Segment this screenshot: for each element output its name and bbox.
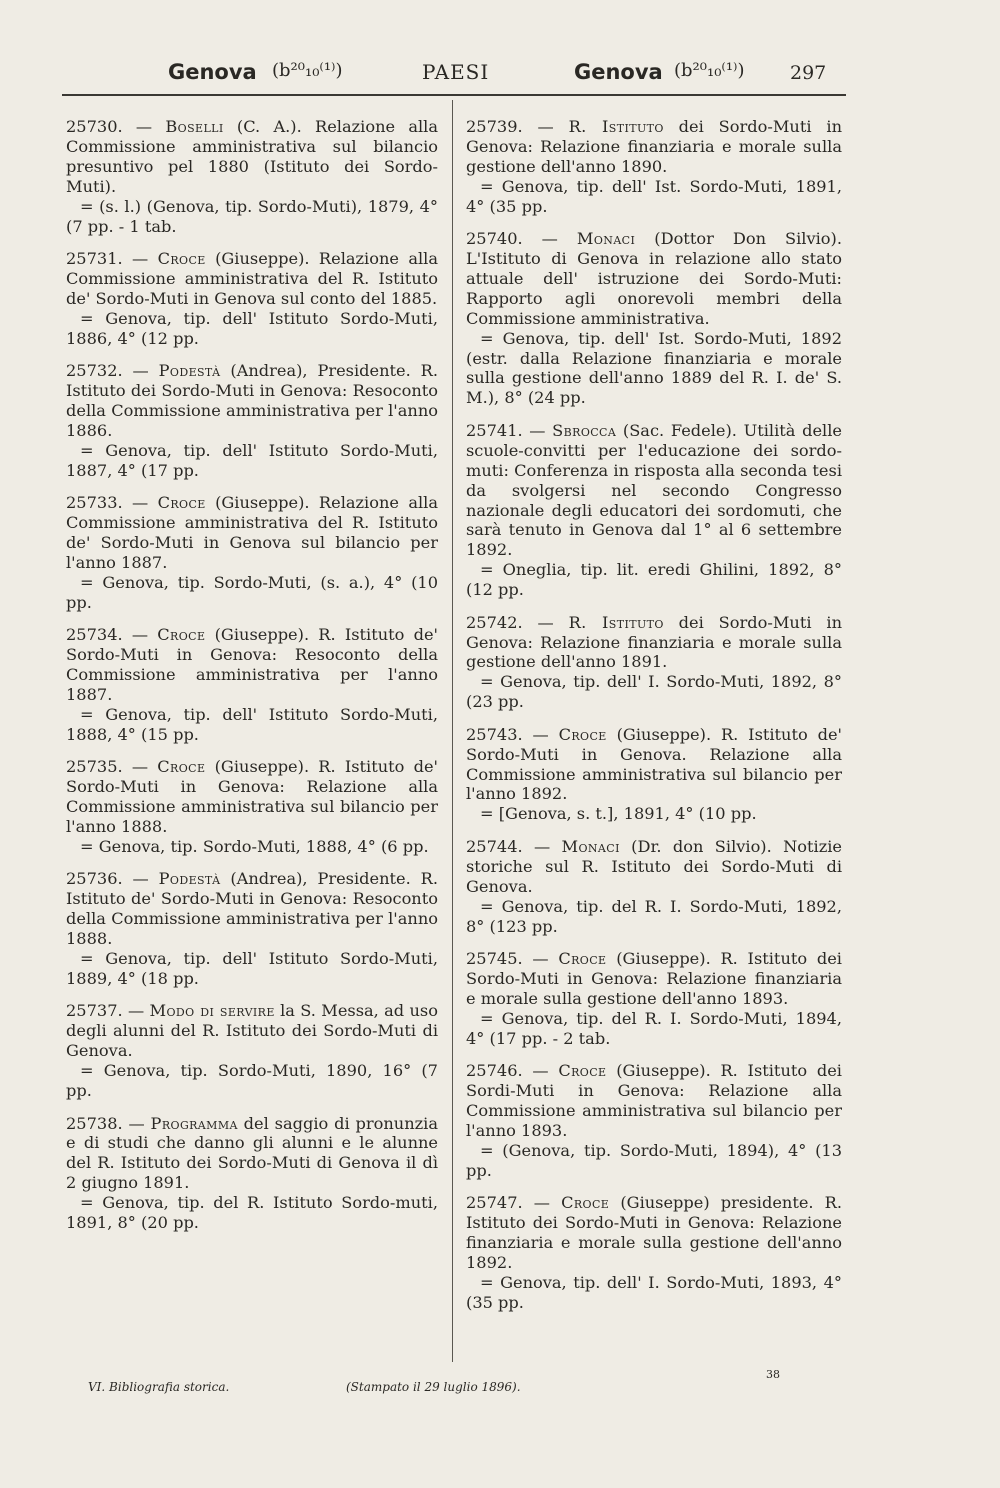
entry-title: (Dottor Don Silvio). L'Istituto di Genova in relazione allo stato attuale dell' istruzione dei Sordo-Muti: Rapporto agli onorevoli membri della Commissione amministrativa. — [466, 229, 842, 328]
footer-print-date: (Stampato il 29 luglio 1896). — [346, 1380, 521, 1394]
entry-author: Croce — [558, 1061, 607, 1081]
entry-imprint: = Genova, tip. del R. Istituto Sordo-muti, 1891, 8° (20 pp. — [66, 1193, 438, 1233]
entry-number: 25743. — [466, 724, 523, 744]
entry-title: del saggio di pronunzia e di studi che danno gli alunni e le alunne del R. Istituto dei Sordo-Muti di Genova il dì 2 giugno 1891. — [66, 1113, 438, 1193]
entry-imprint: = Genova, tip. del R. I. Sordo-Muti, 1894, 4° (17 pp. - 2 tab. — [466, 1008, 842, 1048]
column-divider — [452, 100, 453, 1362]
entry-number: 25740. — [466, 229, 523, 249]
entry-author: Podestà — [158, 361, 221, 381]
footer-section-title: VI. Bibliografia storica. — [88, 1380, 230, 1394]
entry-author: Podestà — [158, 869, 221, 889]
left-column — [66, 117, 438, 1246]
entry-citation — [66, 757, 438, 837]
entry-author: Sbrocca — [552, 420, 617, 440]
entry-citation — [466, 837, 842, 897]
bibliography-entry — [66, 757, 438, 857]
entry-number: 25747. — [466, 1193, 523, 1213]
entry-imprint: = Oneglia, tip. lit. eredi Ghilini, 1892, 8° (12 pp. — [466, 560, 842, 600]
entry-citation — [466, 421, 842, 560]
bibliography-entry — [466, 1193, 842, 1312]
entry-imprint: = (s. l.) (Genova, tip. Sordo-Muti), 1879, 4° (7 pp. - 1 tab. — [66, 196, 438, 236]
footer-signature-number: 38 — [766, 1368, 780, 1381]
bibliography-entry — [66, 493, 438, 612]
entry-separator: — — [122, 249, 158, 269]
bibliography-entry — [466, 229, 842, 408]
entry-author: Programma — [150, 1113, 238, 1133]
entry-imprint: = [Genova, s. t.], 1891, 4° (10 pp. — [480, 804, 757, 824]
entry-title: (Giuseppe). Relazione alla Commissione amministrativa del R. Istituto de' Sordo-Muti in Genova sul bilancio per l'anno 1887. — [66, 493, 438, 572]
entry-author: Croce — [157, 625, 206, 645]
running-header — [60, 56, 850, 92]
entry-separator: — — [122, 117, 166, 136]
entry-title: la S. Messa, ad uso degli alunni del R. Istituto dei Sordo-Muti di Genova. — [66, 1001, 438, 1061]
entry-imprint: = Genova, tip. dell' Istituto Sordo-Muti, 1888, 4° (15 pp. — [66, 704, 438, 744]
entry-citation — [466, 949, 842, 1009]
entry-imprint: = Genova, tip. dell' Istituto Sordo-Muti, 1887, 4° (17 pp. — [66, 440, 438, 480]
entry-imprint: = Genova, tip. dell' I. Sordo-Muti, 1892, 8° (23 pp. — [466, 672, 842, 712]
entry-title: (C. A.). Relazione alla Commissione amministrativa sul bilancio presuntivo pel 1880 (Istituto dei Sordo-Muti). — [66, 117, 439, 196]
page-number: 297 — [790, 62, 827, 84]
header-left-code: (b²⁰₁₀⁽¹⁾) — [272, 60, 343, 81]
entry-title: (Giuseppe). Relazione alla Commissione amministrativa del R. Istituto de' Sordo-Muti in Genova sul conto del 1885. — [66, 249, 438, 308]
entry-separator: — — [122, 625, 158, 645]
header-rule — [62, 94, 846, 96]
bibliography-entry — [466, 117, 842, 217]
entry-citation — [66, 361, 438, 441]
entry-title: (Sac. Fedele). Utilità delle scuole-convitti per l'educazione dei sordo-muti: Conferenza in risposta alla seconda tesi da svolgersi nel secondo Congresso nazionale degli educatori dei sordomuti, che sarà tenuto in Genova dal 1° al 6 settembre 1892. — [466, 420, 842, 560]
bibliography-entry — [466, 837, 842, 937]
entry-title: (Giuseppe). R. Istituto dei Sordo-Muti in Genova: Relazione finanziaria e morale sulla gestione dell'anno 1893. — [466, 949, 842, 1008]
entry-separator: — — [522, 117, 569, 136]
entry-author: R. Istituto — [568, 117, 664, 136]
entry-title: (Dr. don Silvio). Notizie storiche sul R. Istituto dei Sordo-Muti di Genova. — [466, 836, 842, 896]
entry-citation — [466, 613, 842, 673]
entry-citation — [66, 1001, 438, 1061]
right-column — [466, 117, 842, 1325]
header-left-title: Genova — [168, 60, 257, 84]
entry-author: R. Istituto — [568, 612, 664, 632]
entry-separator: — — [522, 836, 562, 856]
entry-author: Croce — [561, 1193, 610, 1213]
entry-author: Croce — [157, 493, 206, 513]
entry-separator: — — [122, 1113, 151, 1133]
entry-citation — [66, 117, 438, 197]
entry-number: 25734. — [66, 625, 123, 645]
entry-author: Boselli — [165, 117, 224, 136]
entry-number: 25746. — [466, 1061, 523, 1081]
entry-author: Monaci — [576, 229, 636, 249]
entry-separator: — — [122, 1001, 150, 1021]
entry-imprint: = Genova, tip. del R. I. Sordo-Muti, 1892, 8° (123 pp. — [466, 896, 842, 936]
bibliography-entry — [466, 613, 842, 713]
entry-imprint: = Genova, tip. dell' Istituto Sordo-Muti, 1889, 4° (18 pp. — [66, 949, 438, 988]
entry-citation — [66, 1114, 438, 1194]
entry-imprint: = Genova, tip. Sordo-Muti, 1890, 16° (7 pp. — [66, 1061, 438, 1101]
header-section: PAESI — [422, 60, 490, 84]
bibliography-entry — [466, 725, 842, 825]
entry-title: (Giuseppe). R. Istituto dei Sordi-Muti in Genova: Relazione alla Commissione amministrativa sul bilancio per l'anno 1893. — [466, 1061, 842, 1140]
bibliography-entry — [66, 625, 438, 744]
entry-separator: — — [522, 1061, 559, 1081]
entry-title: (Giuseppe). R. Istituto de' Sordo-Muti in Genova. Relazione alla Commissione amministrativa sul bilancio per l'anno 1892. — [466, 724, 842, 804]
entry-number: 25739. — [466, 117, 523, 136]
entry-number: 25738. — [66, 1113, 123, 1133]
entry-imprint: = Genova, tip. Sordo-Muti, (s. a.), 4° (10 pp. — [66, 572, 438, 612]
entry-imprint: = Genova, tip. dell' Istituto Sordo-Muti, 1886, 4° (12 pp. — [66, 308, 438, 348]
bibliography-entry — [66, 249, 438, 349]
entry-separator: — — [522, 420, 553, 440]
entry-title: (Giuseppe). R. Istituto de' Sordo-Muti in Genova: Resoconto della Commissione amministrativa per l'anno 1887. — [66, 625, 439, 704]
bibliography-entry — [66, 1001, 438, 1101]
entry-author: Modo di servire — [149, 1001, 275, 1021]
entry-imprint: = Genova, tip. Sordo-Muti, 1888, 4° (6 pp. — [80, 836, 429, 856]
bibliography-entry — [466, 421, 842, 600]
bibliography-entry — [466, 1061, 842, 1180]
entry-citation — [466, 725, 842, 805]
entry-title: dei Sordo-Muti in Genova: Relazione finanziaria e morale sulla gestione dell'anno 1890. — [466, 117, 842, 176]
entry-title: dei Sordo-Muti in Genova: Relazione finanziaria e morale sulla gestione dell'anno 1891. — [466, 612, 842, 672]
bibliography-entry — [66, 361, 438, 480]
entry-author: Croce — [558, 949, 607, 968]
entry-separator: — — [522, 949, 559, 968]
entry-author: Monaci — [561, 836, 620, 856]
entry-title: (Giuseppe). R. Istituto de' Sordo-Muti in Genova: Relazione alla Commissione amministrativa sul bilancio per l'anno 1888. — [66, 757, 439, 836]
entry-author: Croce — [157, 249, 206, 269]
entry-imprint: = Genova, tip. dell' Ist. Sordo-Muti, 1891, 4° (35 pp. — [466, 176, 842, 216]
entry-citation — [66, 869, 438, 949]
entry-number: 25731. — [66, 249, 123, 269]
entry-author: Croce — [558, 724, 607, 744]
entry-number: 25735. — [66, 757, 123, 777]
bibliography-entry — [66, 869, 438, 988]
entry-number: 25733. — [66, 493, 123, 513]
header-right-code: (b²⁰₁₀⁽¹⁾) — [674, 60, 745, 81]
entry-citation — [66, 493, 438, 573]
entry-title: (Giuseppe) presidente. R. Istituto dei Sordo-Muti in Genova: Relazione finanziaria e morale sulla gestione dell'anno 1892. — [466, 1193, 842, 1272]
bibliography-entry — [466, 949, 842, 1049]
entry-number: 25732. — [66, 361, 123, 381]
entry-imprint: = (Genova, tip. Sordo-Muti, 1894), 4° (13 pp. — [466, 1140, 842, 1180]
entry-author: Croce — [157, 757, 206, 777]
entry-citation — [466, 1061, 842, 1141]
entry-number: 25745. — [466, 949, 523, 968]
entry-number: 25737. — [66, 1001, 123, 1021]
entry-number: 25741. — [466, 420, 523, 440]
bibliography-entry — [66, 117, 438, 236]
entry-citation — [466, 1193, 842, 1273]
entry-imprint: = Genova, tip. dell' Ist. Sordo-Muti, 1892 (estr. dalla Relazione finanziaria e morale sulla gestione dell'anno 1889 del R. I. de' S. M.), 8° (24 pp. — [466, 328, 842, 408]
entry-separator: — — [122, 757, 158, 777]
entry-citation — [66, 249, 438, 309]
entry-imprint: = Genova, tip. dell' I. Sordo-Muti, 1893, 4° (35 pp. — [466, 1272, 842, 1312]
entry-separator: — — [522, 1193, 562, 1213]
entry-citation — [466, 229, 842, 329]
entry-separator: — — [122, 869, 159, 889]
entry-separator: — — [122, 361, 159, 381]
entry-number: 25744. — [466, 836, 523, 856]
entry-separator: — — [522, 229, 577, 249]
entry-number: 25742. — [466, 612, 523, 632]
entry-separator: — — [122, 493, 158, 513]
entry-citation — [66, 625, 438, 705]
bibliography-entry — [66, 1114, 438, 1233]
entry-title: (Andrea), Presidente. R. Istituto de' Sordo-Muti in Genova: Resoconto della Commissione amministrativa per l'anno 1888. — [66, 869, 438, 949]
entry-title: (Andrea), Presidente. R. Istituto dei Sordo-Muti in Genova: Resoconto della Commissione amministrativa per l'anno 1886. — [66, 361, 438, 440]
entry-citation — [466, 117, 842, 177]
header-right-title: Genova — [574, 60, 663, 84]
entry-number: 25736. — [66, 869, 123, 889]
entry-number: 25730. — [66, 117, 123, 136]
entry-separator: — — [522, 724, 559, 744]
entry-separator: — — [522, 612, 569, 632]
